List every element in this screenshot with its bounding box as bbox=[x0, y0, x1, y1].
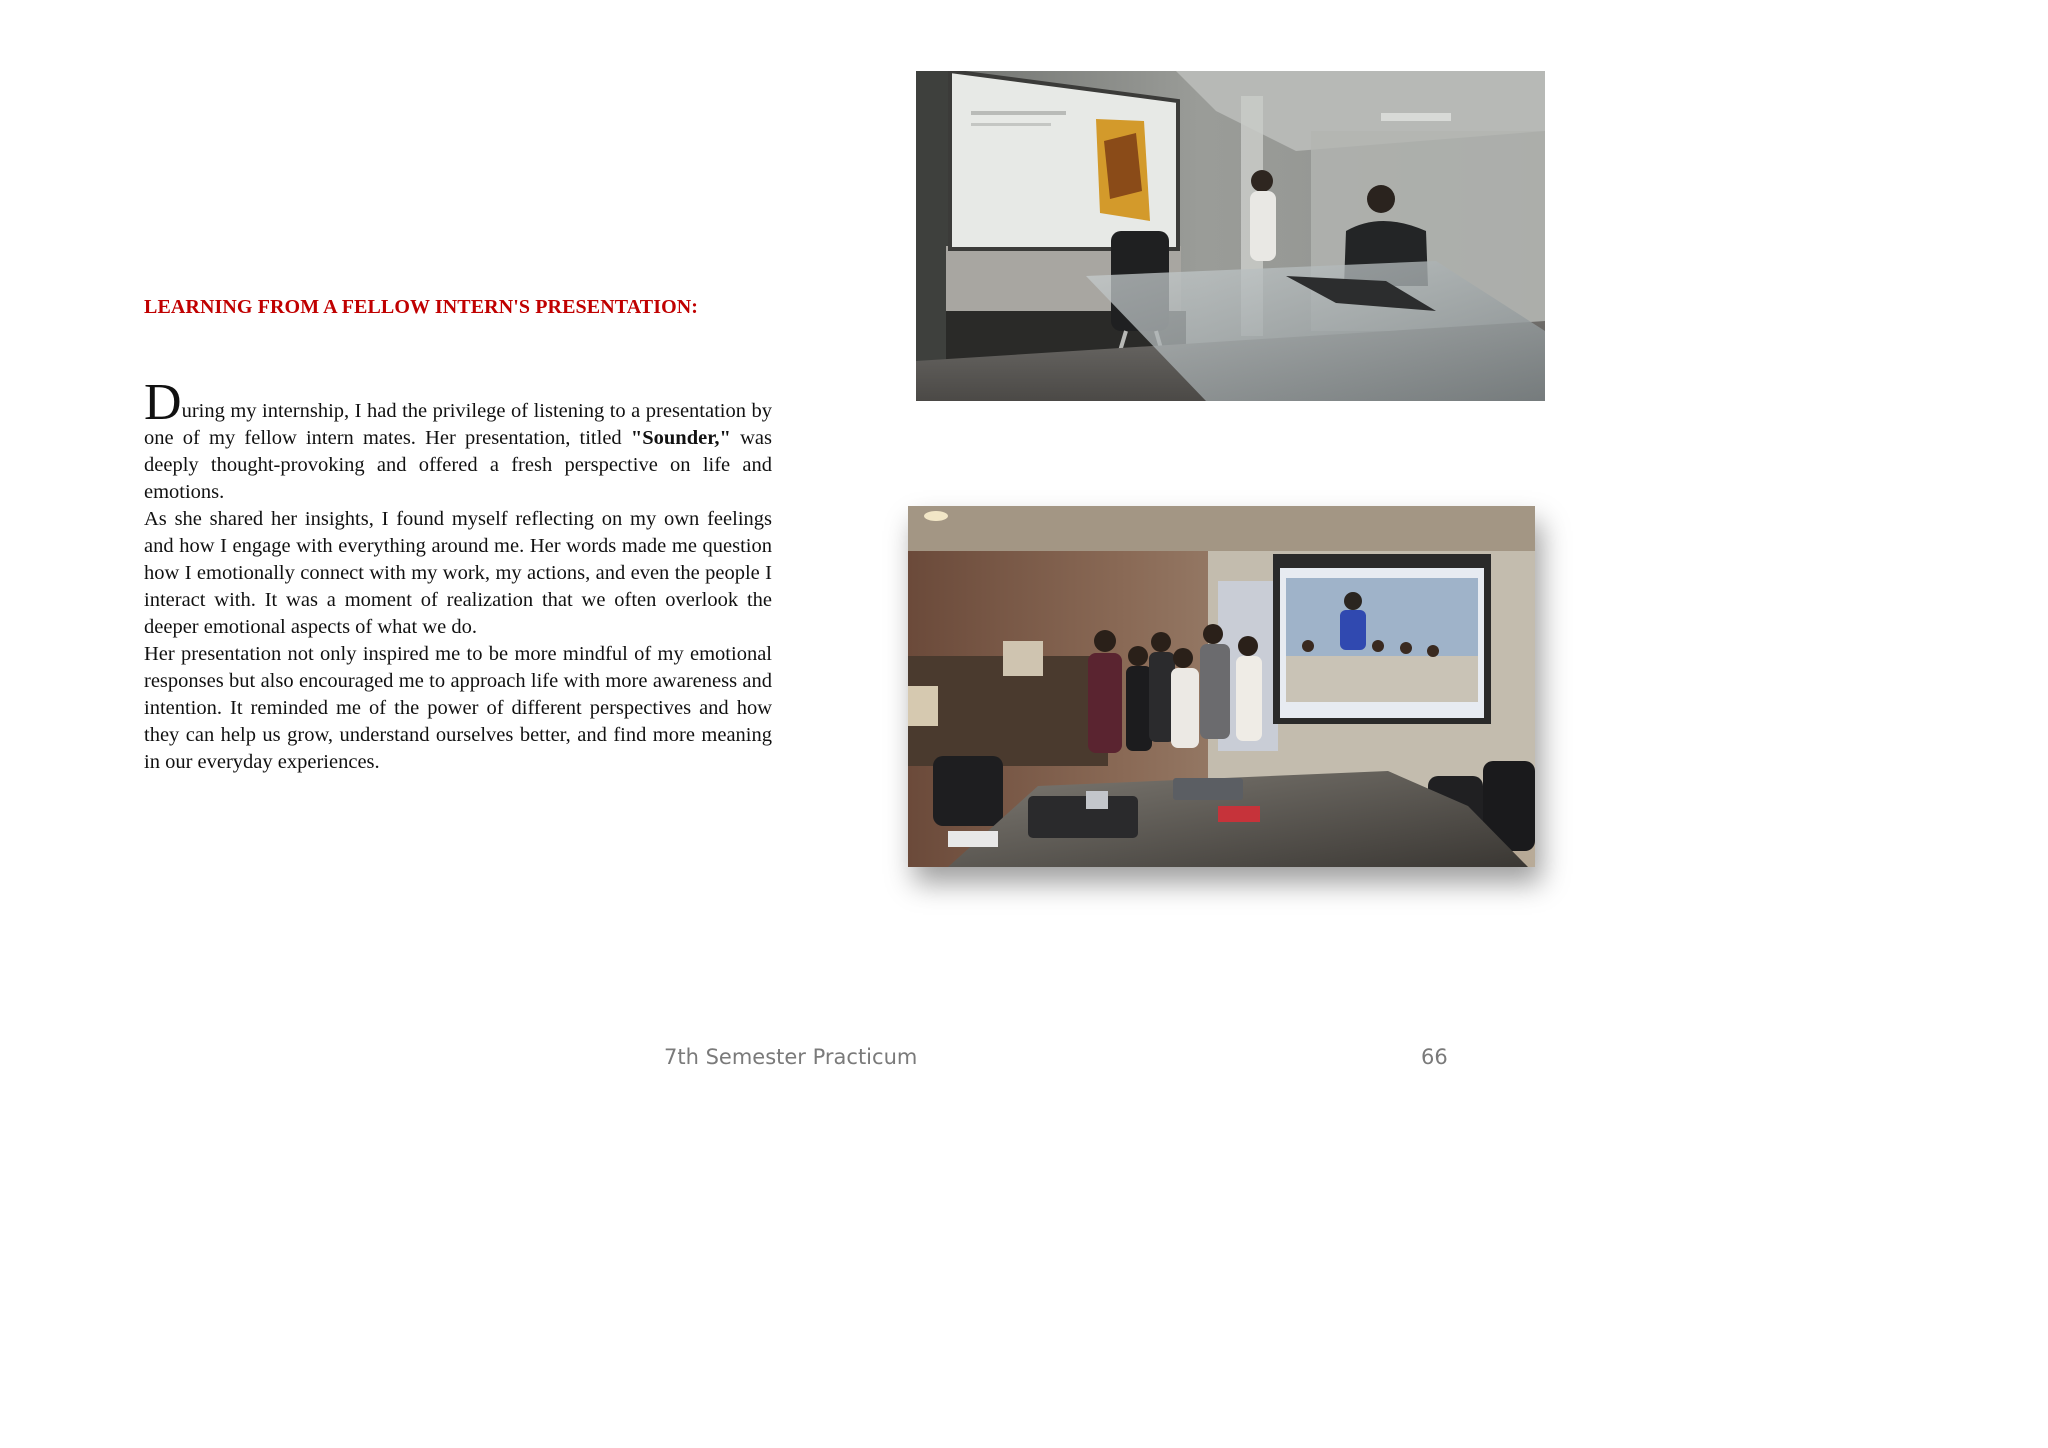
paragraph-2: As she shared her insights, I found myself reflecting on my own feelings and how I engage with everything around me. Her words made me question how I emotionally connect with my work, my actions, and even the people I interact with. It was a moment of realization that we often overlook the deeper emotional aspects of what we do. bbox=[144, 508, 772, 638]
paragraph-3: Her presentation not only inspired me to be more mindful of my emotional responses but also encouraged me to approach life with more awareness and intention. It reminded me of the power of different perspectives and how they can help us grow, understand ourselves better, and find more meaning in our everyday experiences. bbox=[144, 643, 772, 773]
paragraph-1 bbox=[144, 374, 772, 506]
section-heading: LEARNING FROM A FELLOW INTERN'S PRESENTATION: bbox=[144, 296, 699, 318]
drop-cap: D bbox=[144, 374, 182, 431]
photo-group bbox=[908, 506, 1535, 867]
paragraph-1-rest: was deeply thought-provoking and offered a fresh perspective on life and emotions. bbox=[144, 427, 772, 503]
page-number: 66 bbox=[1421, 1045, 1448, 1069]
body-text bbox=[144, 374, 772, 776]
footer-title: 7th Semester Practicum bbox=[664, 1045, 918, 1069]
paragraph-1-intro: uring my internship, I had the privilege of listening to a presentation by one of my fellow intern mates. Her presentation, titled bbox=[144, 400, 772, 449]
presentation-title: "Sounder," bbox=[630, 427, 731, 449]
photo-presentation bbox=[916, 71, 1545, 401]
